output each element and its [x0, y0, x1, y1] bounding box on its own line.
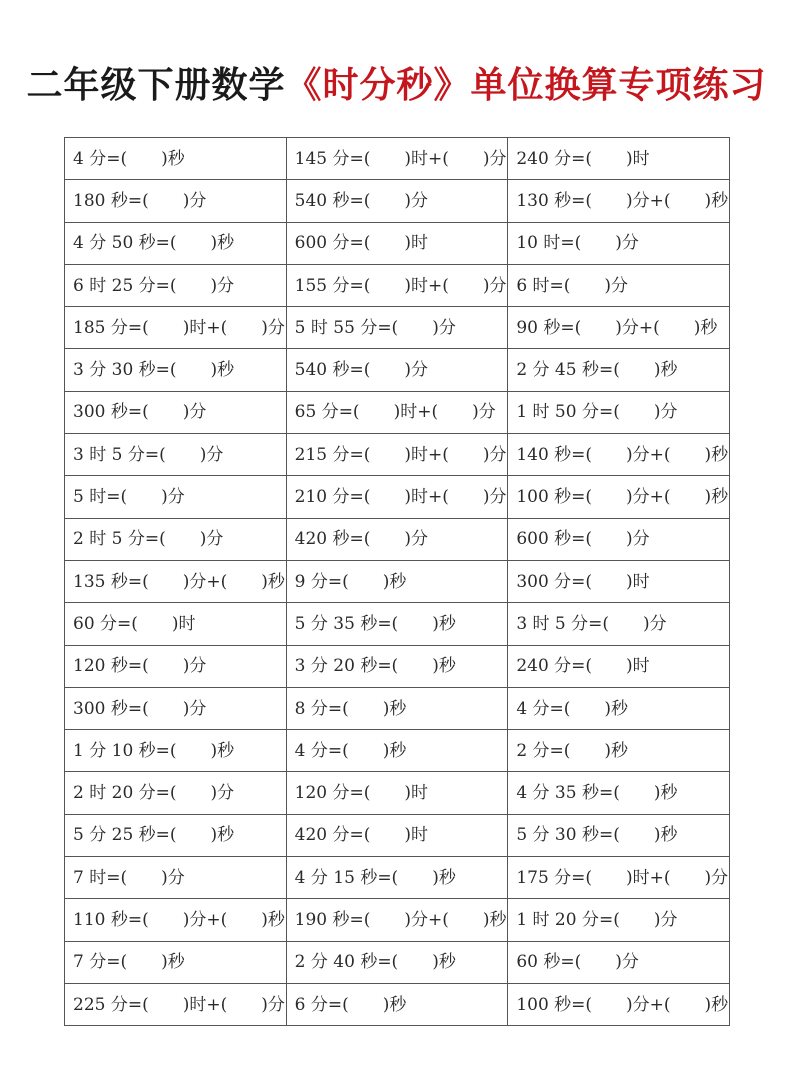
- exercise-cell: 420 秒=( )分: [286, 518, 508, 560]
- exercise-cell: 145 分=( )时+( )分: [286, 138, 508, 180]
- exercise-cell: 155 分=( )时+( )分: [286, 264, 508, 306]
- exercise-cell: 225 分=( )时+( )分: [65, 983, 287, 1025]
- exercise-cell: 10 时=( )分: [508, 222, 730, 264]
- exercise-cell: 2 分=( )秒: [508, 730, 730, 772]
- exercise-cell: 540 秒=( )分: [286, 349, 508, 391]
- exercise-cell: 5 时 55 分=( )分: [286, 307, 508, 349]
- exercise-cell: 215 分=( )时+( )分: [286, 434, 508, 476]
- exercise-cell: 60 分=( )时: [65, 603, 287, 645]
- table-row: [65, 222, 730, 264]
- exercise-cell: 7 时=( )分: [65, 857, 287, 899]
- exercise-cell: 6 时=( )分: [508, 264, 730, 306]
- table-row: [65, 434, 730, 476]
- exercise-cell: 60 秒=( )分: [508, 941, 730, 983]
- exercise-cell: 300 分=( )时: [508, 560, 730, 602]
- exercise-cell: 4 分=( )秒: [65, 138, 287, 180]
- exercise-cell: 4 分 15 秒=( )秒: [286, 857, 508, 899]
- exercise-cell: 300 秒=( )分: [65, 391, 287, 433]
- exercise-cell: 4 分=( )秒: [508, 687, 730, 729]
- table-row: [65, 603, 730, 645]
- exercise-cell: 8 分=( )秒: [286, 687, 508, 729]
- exercise-cell: 2 分 45 秒=( )秒: [508, 349, 730, 391]
- exercise-cell: 5 分 25 秒=( )秒: [65, 814, 287, 856]
- exercise-cell: 6 分=( )秒: [286, 983, 508, 1025]
- exercise-cell: 1 时 20 分=( )分: [508, 899, 730, 941]
- exercise-cell: 3 分 30 秒=( )秒: [65, 349, 287, 391]
- exercise-cell: 140 秒=( )分+( )秒: [508, 434, 730, 476]
- page-title: [0, 62, 793, 110]
- exercise-cell: 4 分 35 秒=( )秒: [508, 772, 730, 814]
- table-row: [65, 264, 730, 306]
- exercise-cell: 100 秒=( )分+( )秒: [508, 476, 730, 518]
- table-row: [65, 983, 730, 1025]
- exercise-table: [64, 137, 730, 1026]
- exercise-cell: 300 秒=( )分: [65, 687, 287, 729]
- exercise-table-body: [65, 138, 730, 1026]
- exercise-cell: 1 分 10 秒=( )秒: [65, 730, 287, 772]
- exercise-cell: 185 分=( )时+( )分: [65, 307, 287, 349]
- table-row: [65, 814, 730, 856]
- exercise-cell: 240 分=( )时: [508, 645, 730, 687]
- exercise-cell: 3 时 5 分=( )分: [65, 434, 287, 476]
- table-row: [65, 772, 730, 814]
- exercise-cell: 2 时 5 分=( )分: [65, 518, 287, 560]
- table-row: [65, 391, 730, 433]
- exercise-cell: 100 秒=( )分+( )秒: [508, 983, 730, 1025]
- exercise-cell: 3 分 20 秒=( )秒: [286, 645, 508, 687]
- table-row: [65, 730, 730, 772]
- table-row: [65, 138, 730, 180]
- exercise-cell: 120 秒=( )分: [65, 645, 287, 687]
- table-row: [65, 307, 730, 349]
- exercise-cell: 190 秒=( )分+( )秒: [286, 899, 508, 941]
- table-row: [65, 349, 730, 391]
- exercise-cell: 180 秒=( )分: [65, 180, 287, 222]
- exercise-cell: 2 分 40 秒=( )秒: [286, 941, 508, 983]
- exercise-cell: 600 秒=( )分: [508, 518, 730, 560]
- exercise-cell: 240 分=( )时: [508, 138, 730, 180]
- exercise-cell: 9 分=( )秒: [286, 560, 508, 602]
- exercise-cell: 110 秒=( )分+( )秒: [65, 899, 287, 941]
- exercise-cell: 135 秒=( )分+( )秒: [65, 560, 287, 602]
- title-highlight: 《时分秒》: [285, 65, 471, 106]
- exercise-cell: 2 时 20 分=( )分: [65, 772, 287, 814]
- exercise-cell: 90 秒=( )分+( )秒: [508, 307, 730, 349]
- exercise-cell: 210 分=( )时+( )分: [286, 476, 508, 518]
- exercise-cell: 600 分=( )时: [286, 222, 508, 264]
- exercise-cell: 65 分=( )时+( )分: [286, 391, 508, 433]
- exercise-cell: 5 时=( )分: [65, 476, 287, 518]
- title-suffix: 单位换算专项练习: [470, 65, 767, 106]
- table-row: [65, 518, 730, 560]
- exercise-cell: 4 分 50 秒=( )秒: [65, 222, 287, 264]
- title-prefix: 二年级下册数学: [26, 65, 286, 106]
- exercise-cell: 5 分 35 秒=( )秒: [286, 603, 508, 645]
- exercise-cell: 1 时 50 分=( )分: [508, 391, 730, 433]
- table-row: [65, 857, 730, 899]
- table-row: [65, 941, 730, 983]
- table-row: [65, 687, 730, 729]
- exercise-cell: 420 分=( )时: [286, 814, 508, 856]
- exercise-cell: 5 分 30 秒=( )秒: [508, 814, 730, 856]
- exercise-cell: 130 秒=( )分+( )秒: [508, 180, 730, 222]
- exercise-cell: 120 分=( )时: [286, 772, 508, 814]
- exercise-cell: 7 分=( )秒: [65, 941, 287, 983]
- exercise-cell: 540 秒=( )分: [286, 180, 508, 222]
- table-row: [65, 645, 730, 687]
- exercise-cell: 175 分=( )时+( )分: [508, 857, 730, 899]
- table-row: [65, 476, 730, 518]
- table-row: [65, 899, 730, 941]
- exercise-cell: 4 分=( )秒: [286, 730, 508, 772]
- exercise-cell: 6 时 25 分=( )分: [65, 264, 287, 306]
- table-row: [65, 180, 730, 222]
- table-row: [65, 560, 730, 602]
- exercise-cell: 3 时 5 分=( )分: [508, 603, 730, 645]
